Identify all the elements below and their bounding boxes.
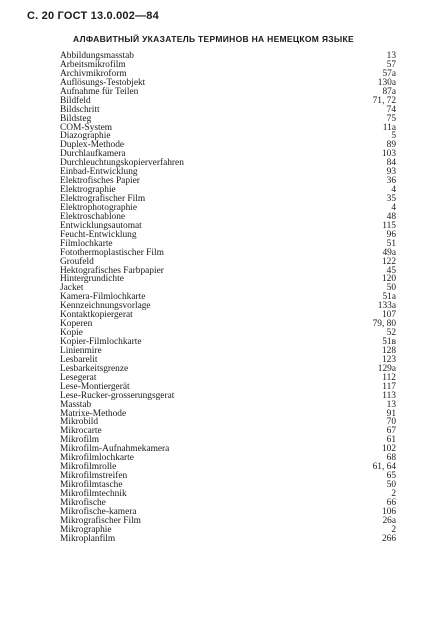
- term-name: Durchlaufkamera: [60, 149, 126, 160]
- term-page-number: 266: [381, 533, 396, 544]
- term-page-number: 107: [381, 310, 396, 321]
- term-name: Matrixe-Methode: [60, 408, 127, 419]
- term-page-number: 117: [382, 381, 396, 392]
- term-name: Linienmire: [60, 345, 102, 356]
- term-page-number: 2: [391, 488, 396, 499]
- term-page-number: 26а: [382, 515, 396, 526]
- term-name: Einbad-Entwicklung: [60, 167, 138, 178]
- term-page-number: 67: [386, 426, 396, 437]
- term-row: [60, 97, 406, 106]
- term-page-number: 48: [386, 211, 396, 222]
- term-name: Kontaktkopiergerat: [60, 310, 133, 321]
- term-name: Lesbarkeitsgrenze: [60, 363, 129, 374]
- term-name: Lese-Rucker-grosserungsgerat: [60, 390, 175, 401]
- term-name: Lese-Montiergerät: [60, 381, 130, 392]
- term-page-number: 57а: [382, 68, 396, 79]
- term-page-number: 68: [386, 453, 396, 464]
- term-row: [60, 490, 406, 499]
- term-page-number: 61: [386, 435, 396, 446]
- term-name: Fotothermoplastischer Film: [60, 247, 164, 258]
- term-name: Duplex-Methode: [60, 140, 125, 151]
- term-name: Kopie: [60, 328, 83, 339]
- term-page-number: 4: [391, 202, 396, 213]
- term-page-number: 122: [381, 256, 396, 267]
- term-name: Entwicklungsautomat: [60, 220, 142, 231]
- term-name: Groufeld: [60, 256, 94, 267]
- term-name: Mikrofilmtasche: [60, 480, 123, 490]
- term-name: Mikrocarte: [60, 426, 102, 437]
- term-page-number: 106: [381, 506, 396, 517]
- term-page-number: 102: [381, 444, 396, 455]
- term-row: [60, 106, 406, 115]
- term-name: Arbeitsmikrofilm: [60, 59, 126, 70]
- term-page-number: 112: [382, 372, 396, 383]
- term-page-number: 96: [386, 229, 396, 240]
- term-row: [60, 535, 406, 544]
- term-page-number: 45: [386, 265, 396, 276]
- term-name: Lesegerat: [60, 372, 97, 383]
- term-name: Elektroschablone: [60, 211, 126, 222]
- term-page-number: 87а: [382, 86, 396, 97]
- term-page-number: 36: [386, 176, 396, 187]
- index-title: АЛФАВИТНЫЙ УКАЗАТЕЛЬ ТЕРМИНОВ НА НЕМЕЦКОМ ЯЗЫКЕ: [73, 34, 354, 44]
- term-name: Mikrofische: [60, 497, 106, 508]
- term-page-number: 35: [386, 194, 396, 204]
- term-row: [60, 124, 406, 133]
- term-page-number: 129а: [377, 363, 396, 374]
- term-page-number: 50: [386, 480, 396, 490]
- term-name: Kennzeichnungsvorlage: [60, 301, 151, 312]
- term-page-number: 84: [386, 158, 396, 169]
- term-page-number: 93: [386, 167, 396, 178]
- term-name: Mikroplanfilm: [60, 533, 116, 544]
- term-page-number: 61, 64: [372, 462, 396, 473]
- term-page-number: 75: [386, 113, 396, 124]
- term-page-number: 74: [386, 104, 396, 115]
- term-row: [60, 347, 406, 356]
- term-row: [60, 427, 406, 436]
- term-row: [60, 392, 406, 401]
- term-name: Mikrografischer Film: [60, 515, 141, 526]
- term-name: Mikrofilmlochkarte: [60, 453, 134, 464]
- term-page-number: 113: [382, 390, 396, 401]
- term-name: Lesbarelit: [60, 354, 98, 365]
- term-name: Hektografisches Farbpapier: [60, 265, 164, 276]
- term-page-number: 2: [391, 524, 396, 535]
- term-name: Archivmikroform: [60, 68, 127, 79]
- term-row: [60, 320, 406, 329]
- term-name: Mikrofilmrolle: [60, 462, 117, 473]
- term-name: Bildschritt: [60, 104, 100, 115]
- term-page-number: 70: [386, 417, 396, 428]
- term-page-number: 51: [386, 238, 396, 249]
- term-page-number: 49а: [382, 247, 396, 258]
- term-row: [60, 249, 406, 258]
- term-row: [60, 275, 406, 284]
- term-page-number: 133а: [377, 301, 396, 312]
- term-page-number: 13: [386, 399, 396, 410]
- term-name: Elektrografischer Film: [60, 194, 146, 204]
- term-row: [60, 410, 406, 419]
- term-name: Masstab: [60, 399, 92, 410]
- term-name: Durchleuchtungskopierverfahren: [60, 158, 184, 169]
- term-page-number: 123: [381, 354, 396, 365]
- term-row: [60, 88, 406, 97]
- term-name: Mikrographie: [60, 524, 112, 535]
- term-name: Mikrofilm-Aufnahmekamera: [60, 444, 170, 455]
- term-row: [60, 338, 406, 347]
- term-row: [60, 517, 406, 526]
- term-page-number: 120: [381, 274, 396, 285]
- term-name: Mikrofilm: [60, 435, 100, 446]
- term-page-number: 128: [381, 345, 396, 356]
- term-page-number: 4: [391, 185, 396, 196]
- term-page-number: 130а: [377, 77, 396, 88]
- term-row: [60, 418, 406, 427]
- term-name: Jacket: [60, 283, 84, 294]
- term-page-number: 65: [386, 471, 396, 482]
- term-name: Kopier-Filmlochkarte: [60, 337, 142, 347]
- term-page-number: 51а: [382, 292, 396, 303]
- term-page-number: 91: [386, 408, 396, 419]
- term-page-number: 66: [386, 497, 396, 508]
- term-page-number: 89: [386, 140, 396, 151]
- term-name: Filmlochkarte: [60, 238, 113, 249]
- term-name: Mikrofilmstreifen: [60, 471, 128, 482]
- term-name: Auflösungs-Testobjekt: [60, 77, 146, 88]
- term-page-number: 52: [386, 328, 396, 339]
- term-name: Mikrofische-kamera: [60, 506, 137, 517]
- term-index-list: [60, 52, 406, 544]
- term-page-number: 103: [381, 149, 396, 160]
- term-name: Elektrophotographie: [60, 202, 138, 213]
- page-header: С. 20 ГОСТ 13.0.002—84: [27, 10, 159, 22]
- term-page-number: 115: [382, 220, 396, 231]
- term-name: Feucht-Entwicklung: [60, 229, 137, 240]
- term-name: Bildfeld: [60, 95, 91, 106]
- term-page-number: 79, 80: [372, 319, 396, 330]
- term-name: Hintergrundichte: [60, 274, 124, 285]
- term-name: Diazographie: [60, 131, 111, 142]
- term-page-number: 57: [386, 59, 396, 70]
- term-page-number: 13: [386, 51, 396, 61]
- term-name: Mikrofilmtechnik: [60, 488, 127, 499]
- term-name: Abbildungsmasstab: [60, 51, 134, 61]
- term-name: Kamera-Filmlochkarte: [60, 292, 146, 303]
- term-name: Koperen: [60, 319, 93, 330]
- term-name: Elektrographie: [60, 185, 116, 196]
- term-row: [60, 365, 406, 374]
- term-name: Bildsteg: [60, 113, 92, 124]
- term-page-number: 11а: [382, 122, 396, 133]
- term-page-number: 5: [391, 131, 396, 142]
- term-name: COM-System: [60, 122, 113, 133]
- term-page-number: 51в: [382, 337, 396, 347]
- term-page-number: 50: [386, 283, 396, 294]
- term-row: [60, 311, 406, 320]
- term-name: Aufnahme für Teilen: [60, 86, 139, 97]
- term-name: Elektrofisches Papier: [60, 176, 140, 187]
- term-page-number: 71, 72: [372, 95, 396, 106]
- term-name: Mikrobild: [60, 417, 99, 428]
